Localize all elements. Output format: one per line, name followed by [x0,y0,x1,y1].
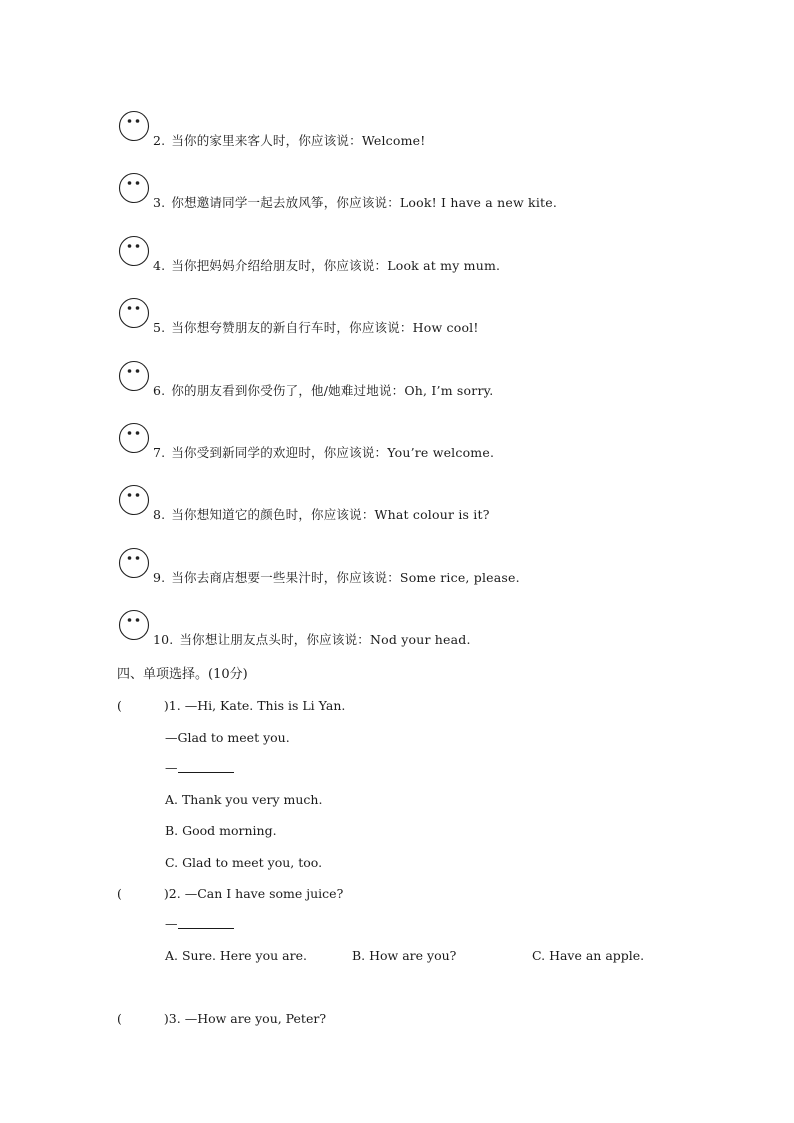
question-2-line2 [165,916,234,931]
question-2-stem-line [117,886,343,901]
judge-item [117,297,757,337]
question-number: 3. [168,1011,181,1026]
judge-item-text [153,381,493,399]
question-2-option-c: C. Have an apple. [532,948,645,963]
judge-item-text [153,505,490,523]
section-title: 四、单项选择。(10分) [117,667,248,682]
question-number: 2. [168,886,181,901]
fill-blank[interactable] [178,916,234,929]
question-stem: —Hi, Kate. This is Li Yan. [184,698,346,713]
answer-paren-close: ) [163,1011,169,1026]
judge-item [117,609,757,649]
question-1-option-b: B. Good morning. [165,823,277,838]
question-3-stem-line [117,1011,326,1026]
judge-item [117,547,757,587]
judge-item-text [153,256,500,274]
judge-item-text [153,630,471,648]
question-1-option-c: C. Glad to meet you, too. [165,855,323,870]
judge-item-number: 2. [153,133,166,148]
judge-item [117,360,757,400]
judge-item-number: 5. [153,320,166,336]
question-2-option-b: B. How are you? [352,948,457,963]
judge-item-statement: 当你受到新同学的欢迎时，你应该说：You’re welcome. [171,445,495,460]
smiley-face-icon[interactable] [117,360,151,394]
smiley-face-icon[interactable] [117,484,151,518]
answer-paren-close: ) [163,886,169,901]
question-stem: —How are you, Peter? [184,1011,327,1026]
judge-item-number: 4. [153,257,166,273]
judge-item-text [153,568,520,586]
judge-item-number: 6. [153,382,166,398]
smiley-face-icon[interactable] [117,297,151,331]
judge-item-text [153,318,479,336]
judge-item [117,110,757,150]
question-1-option-a: A. Thank you very much. [165,792,323,807]
judge-item-text [153,193,557,211]
answer-paren-close: ) [163,698,169,713]
judge-item-number: 9. [153,569,166,585]
judge-item-statement: 当你去商店想要一些果汁时，你应该说：Some rice, please. [171,569,520,585]
question-1-stem-line [117,698,345,713]
question-number: 1. [168,698,181,713]
judge-item-number: 3. [153,195,166,211]
judge-item-statement: 当你想知道它的颜色时，你应该说：What colour is it? [171,507,490,523]
judge-item-statement: 你的朋友看到你受伤了，他/她难过地说：Oh, I’m sorry. [171,382,494,398]
answer-paren-open: ( [117,698,122,713]
question-2-option-a: A. Sure. Here you are. [165,948,307,963]
dash: — [165,916,178,931]
judge-item-statement: 当你想夸赞朋友的新自行车时，你应该说：How cool! [171,320,479,336]
judge-item [117,422,757,462]
judge-item-number: 8. [153,507,166,523]
fill-blank[interactable] [178,760,234,773]
answer-paren-open: ( [117,886,122,901]
question-2-options [165,948,685,964]
question-stem: —Can I have some juice? [184,886,344,901]
judge-item [117,235,757,275]
smiley-face-icon[interactable] [117,235,151,269]
smiley-face-icon[interactable] [117,110,151,144]
judge-item-number: 10. [153,632,174,648]
judge-item-statement: 你想邀请同学一起去放风筝，你应该说：Look! I have a new kite. [171,195,558,211]
dash: — [165,760,178,775]
judge-item-statement: 当你的家里来客人时，你应该说：Welcome! [171,133,426,148]
answer-paren-open: ( [117,1011,122,1026]
smiley-face-icon[interactable] [117,547,151,581]
judge-item-text [153,131,425,149]
question-1-line2: —Glad to meet you. [165,730,290,745]
smiley-face-icon[interactable] [117,422,151,456]
judge-item [117,484,757,524]
smiley-face-icon[interactable] [117,172,151,206]
judge-item-statement: 当你想让朋友点头时，你应该说：Nod your head. [179,632,471,648]
judge-item-statement: 当你把妈妈介绍给朋友时，你应该说：Look at my mum. [171,257,501,273]
smiley-face-icon[interactable] [117,609,151,643]
judge-item [117,172,757,212]
judge-item-text [153,443,494,461]
question-1-line3 [165,760,234,775]
judge-item-number: 7. [153,445,166,460]
